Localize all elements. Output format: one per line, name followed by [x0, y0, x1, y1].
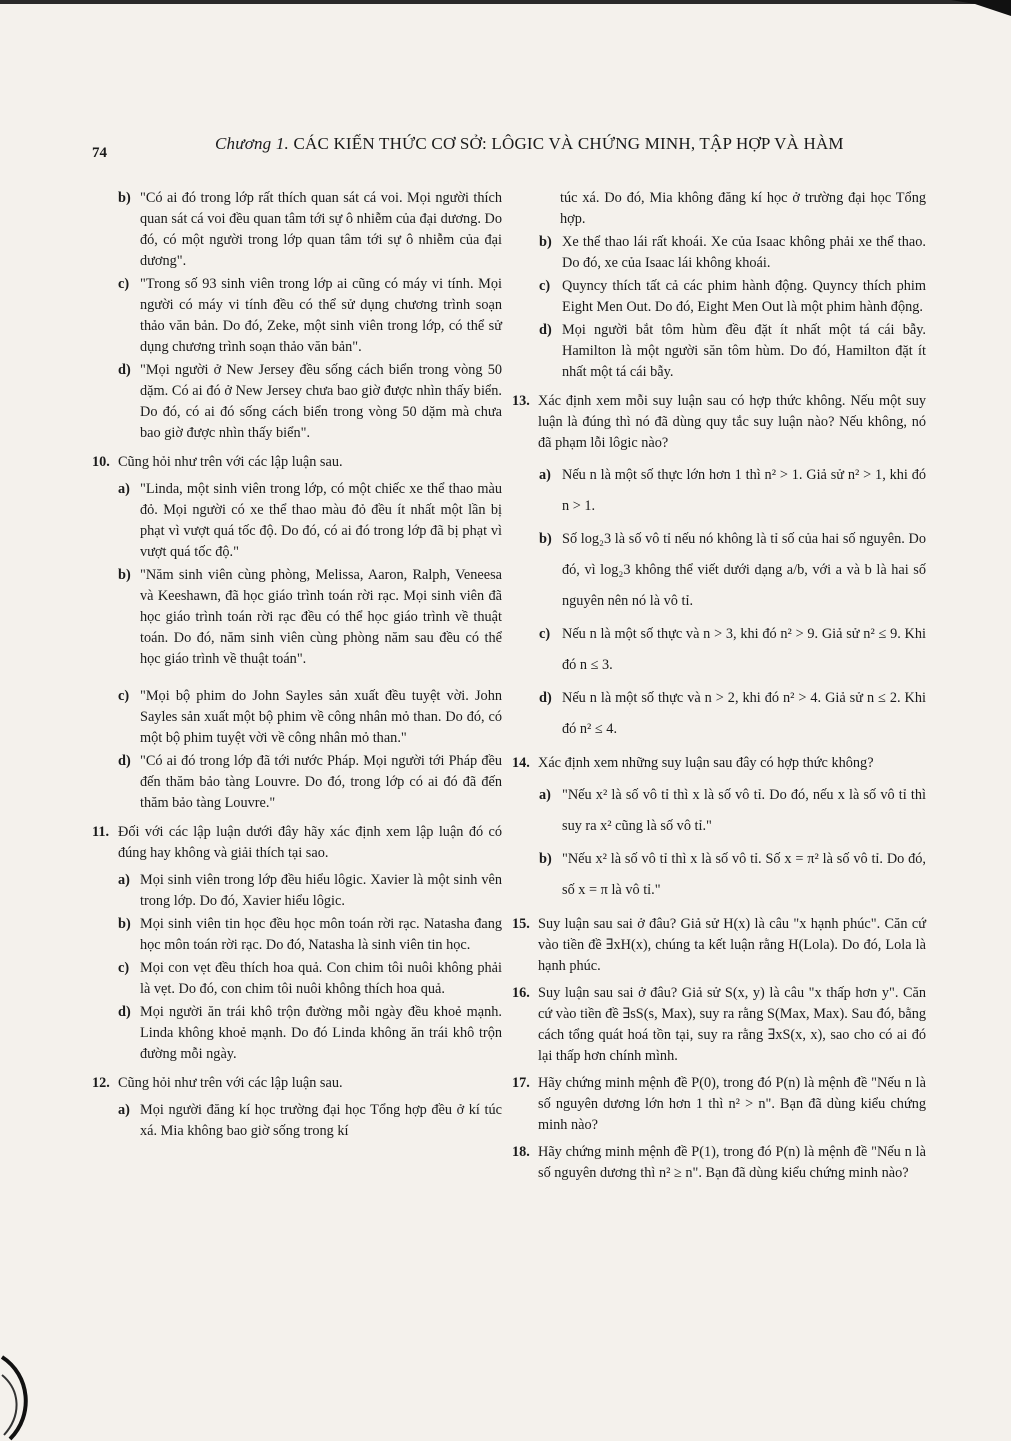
exercise-13: 13. Xác định xem mỗi suy luận sau có hợp thức không. Nếu một suy luận là đúng thì nó đã dùng quy tắc suy luận nào? Nếu không, nó đã phạm lỗi lôgic nào? [512, 393, 926, 451]
list-item-continued: túc xá. Do đó, Mia không đăng kí học ở trường đại học Tổng hợp. [560, 190, 926, 227]
list-item: b) "Nếu x² là số vô tỉ thì x là số vô tỉ. Số x = π² là số vô tỉ. Do đó, số x = π là vô tỉ." [539, 851, 926, 898]
list-item: a) Nếu n là một số thực lớn hơn 1 thì n² > 1. Giả sử n² > 1, khi đó n > 1. [539, 467, 926, 514]
chapter-title: CÁC KIẾN THỨC CƠ SỞ: LÔGIC VÀ CHỨNG MINH, TẬP HỢP VÀ HÀM [293, 134, 844, 153]
list-item: d) Mọi người bắt tôm hùm đều đặt ít nhất một tá cái bẫy. Hamilton là một người săn tôm hùm. Do đó, Hamilton đặt ít nhất một tá cái bẫy. [539, 322, 926, 380]
list-item: c) "Trong số 93 sinh viên trong lớp ai cũng có máy vi tính. Mọi người có máy vi tính đều có thể sử dụng chương trình soạn thảo văn bản. Do đó, Zeke, một sinh viên trong lớp, có thể sử dụng chương trình soạn thảo văn bản". [118, 276, 502, 355]
list-item: c) Nếu n là một số thực và n > 3, khi đó n² > 9. Giả sử n² ≤ 9. Khi đó n ≤ 3. [539, 626, 926, 673]
left-column [92, 188, 502, 1144]
list-item: c) Quyncy thích tất cả các phim hành động. Quyncy thích phim Eight Men Out. Do đó, Eight Men Out là một phim hành động. [539, 278, 926, 315]
list-item: a) "Linda, một sinh viên trong lớp, có một chiếc xe thể thao màu đỏ. Mọi người có xe thể thao màu đỏ đều ít nhất một lần bị phạt vì vượt quá tốc độ. Do đó, có ai đó trong lớp đã bị phạt vì vượt quá tốc độ." [118, 481, 502, 560]
list-item: b) Số log₂3 là số vô tỉ nếu nó không là tỉ số của hai số nguyên. Do đó, vì log₂3 không thể viết dưới dạng a/b, với a và b là hai số nguyên nên nó là vô tỉ. [539, 531, 926, 609]
list-item: b) Xe thể thao lái rất khoái. Xe của Isaac không phải xe thể thao. Do đó, xe của Isaac lái không khoái. [539, 234, 926, 271]
exercise-17: 17. Hãy chứng minh mệnh đề P(0), trong đó P(n) là mệnh đề "Nếu n là số nguyên dương lớn hơn 1 thì n² > n". Bạn đã dùng kiểu chứng minh nào? [512, 1075, 926, 1133]
scan-top-edge [0, 0, 1011, 4]
list-item: b) Mọi sinh viên tin học đều học môn toán rời rạc. Natasha đang học môn toán rời rạc. Do đó, Natasha là sinh viên tin học. [118, 916, 502, 953]
exercise-14: 14. Xác định xem những suy luận sau đây có hợp thức không? [512, 755, 874, 771]
list-item: b) "Có ai đó trong lớp rất thích quan sát cá voi. Mọi người thích quan sát cá voi đều quan tâm tới sự ô nhiễm của đại dương. Do đó, có một người trong lớp quan tâm tới sự ô nhiễm của đại dương". [118, 190, 502, 269]
list-item: b) "Năm sinh viên cùng phòng, Melissa, Aaron, Ralph, Veneesa và Keeshawn, đã học giáo trình toán rời rạc. Mọi sinh viên đã học giáo trình toán rời rạc đều có thể học giáo trình về thuật toán. Do đó, năm sinh viên cùng phòng năm sau đều có thể học giáo trình về thuật toán". [118, 567, 502, 667]
page-curl-mark [0, 1355, 34, 1441]
list-item: d) Mọi người ăn trái khô trộn đường mỗi ngày đều khoẻ mạnh. Linda không khoẻ mạnh. Do đó Linda không ăn trái khô trộn đường mỗi ngày. [118, 1004, 502, 1062]
exercise-12: 12. Cũng hỏi như trên với các lập luận sau. [92, 1075, 343, 1091]
list-item: a) "Nếu x² là số vô tỉ thì x là số vô tỉ. Do đó, nếu x là số vô tỉ thì suy ra x² cũng là số vô tỉ." [539, 787, 926, 834]
list-item: d) "Mọi người ở New Jersey đều sống cách biển trong vòng 50 dặm. Có ai đó ở New Jersey chưa bao giờ được nhìn thấy biển. Do đó, có ai đó sống cách biển trong vòng 50 dặm mà chưa bao giờ được nhìn thấy biển". [118, 362, 502, 441]
page-number: 74 [92, 145, 107, 161]
exercise-15: 15. Suy luận sau sai ở đâu? Giả sử H(x) là câu "x hạnh phúc". Căn cứ vào tiền đề ∃xH(x), chúng ta kết luận rằng H(Lola). Do đó, Lola là hạnh phúc. [512, 916, 926, 974]
spacer [92, 672, 502, 686]
list-item: c) "Mọi bộ phim do John Sayles sản xuất đều tuyệt vời. John Sayles sản xuất một bộ phim về công nhân mỏ than. Do đó, có một bộ phim tuyệt vời về công nhân mỏ than." [118, 688, 502, 746]
running-head [215, 134, 844, 154]
exercise-10: 10. Cũng hỏi như trên với các lập luận sau. [92, 454, 343, 470]
list-item: a) Mọi người đăng kí học trường đại học Tổng hợp đều ở kí túc xá. Mia không bao giờ sống trong kí [118, 1102, 502, 1139]
list-item: d) "Có ai đó trong lớp đã tới nước Pháp. Mọi người tới Pháp đều đến thăm bảo tàng Louvre. Do đó, trong lớp có ai đó đã đến thăm bảo tàng Louvre." [118, 753, 502, 811]
exercise-18: 18. Hãy chứng minh mệnh đề P(1), trong đó P(n) là mệnh đề "Nếu n là số nguyên dương thì n² ≥ n". Bạn đã dùng kiểu chứng minh nào? [512, 1144, 926, 1181]
list-item: a) Mọi sinh viên trong lớp đều hiểu lôgic. Xavier là một sinh vên trong lớp. Do đó, Xavier hiểu lôgic. [118, 872, 502, 909]
list-item: d) Nếu n là một số thực và n > 2, khi đó n² > 4. Giả sử n ≤ 2. Khi đó n² ≤ 4. [539, 690, 926, 737]
chapter-label: Chương 1. [215, 134, 289, 153]
exercise-16: 16. Suy luận sau sai ở đâu? Giả sử S(x, y) là câu "x thấp hơn y". Căn cứ vào tiền đề ∃sS(s, Max), suy ra rằng S(Max, Max). Sau đó, bằng cách tổng quát hoá tồn tại, suy ra rằng ∃xS(x, x), sao cho có ai đó lại thấp hơn chính mình. [512, 985, 926, 1064]
exercise-11: 11. Đối với các lập luận dưới đây hãy xác định xem lập luận đó có đúng hay không và giải thích tại sao. [92, 824, 502, 861]
right-column [512, 188, 926, 1190]
list-item: c) Mọi con vẹt đều thích hoa quả. Con chim tôi nuôi không phải là vẹt. Do đó, con chim tôi nuôi không thích hoa quả. [118, 960, 502, 997]
